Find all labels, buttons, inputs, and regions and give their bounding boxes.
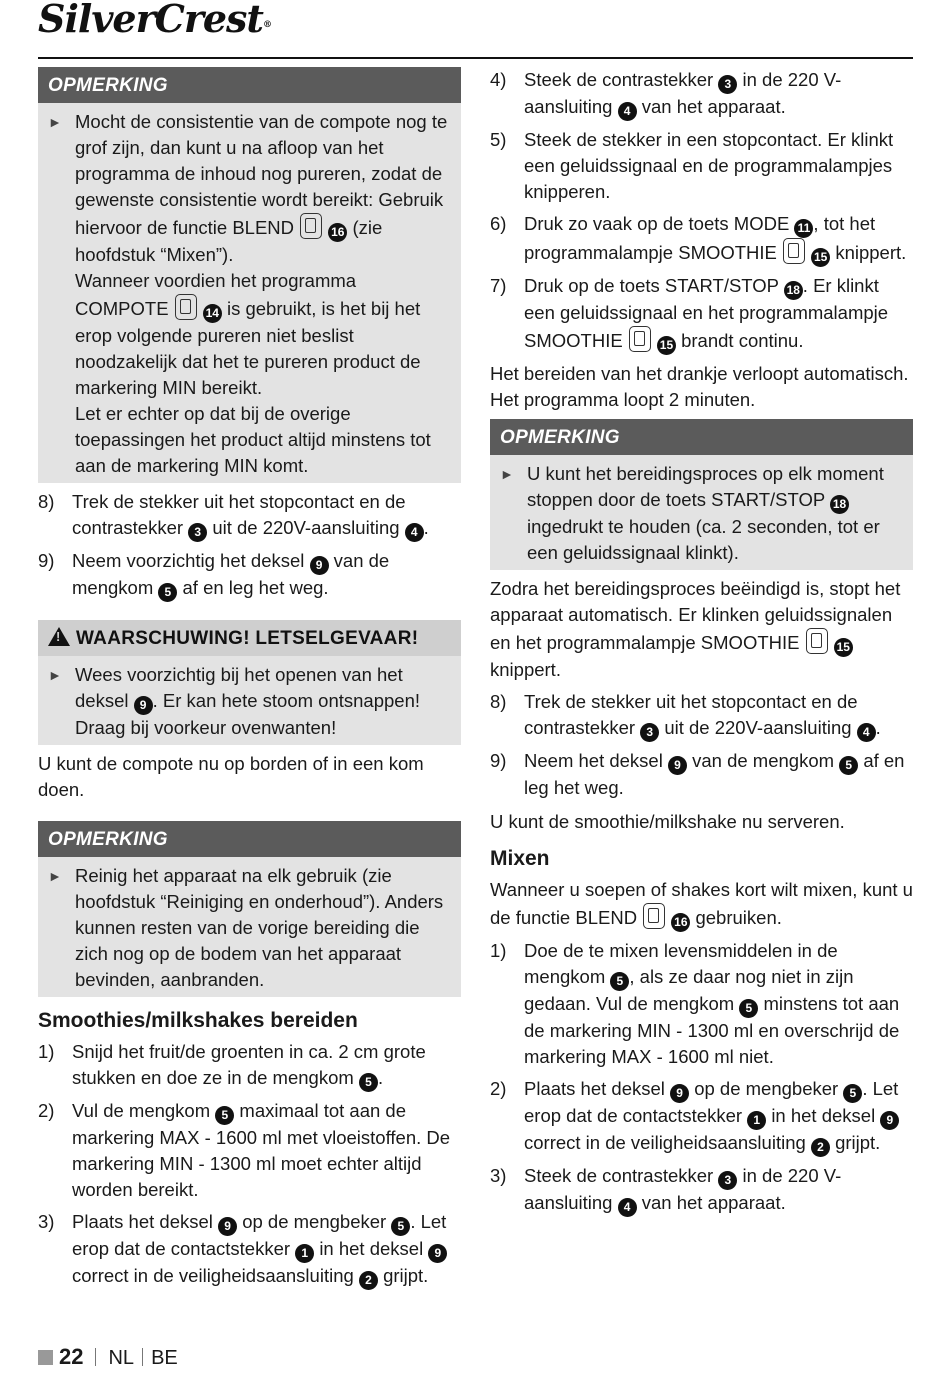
step-9-right	[490, 748, 913, 801]
note-heading: OPMERKING	[38, 821, 461, 857]
callout-15: 15	[834, 638, 853, 657]
callout-9: 9	[880, 1111, 899, 1130]
warning-triangle-icon	[48, 627, 70, 646]
text-segment: 8)	[490, 691, 507, 712]
lang-nl: NL	[108, 1347, 135, 1369]
callout-5: 5	[391, 1217, 410, 1236]
text-segment: Druk op de toets START/STOP	[524, 275, 779, 296]
callout-9: 9	[218, 1217, 237, 1236]
header-rule	[38, 57, 913, 59]
text-segment: 2)	[490, 1078, 507, 1099]
callout-3: 3	[718, 75, 737, 94]
callout-9: 9	[668, 756, 687, 775]
callout-9: 9	[670, 1084, 689, 1103]
callout-4: 4	[618, 102, 637, 121]
section-heading-smoothies: Smoothies/milkshakes bereiden	[38, 1009, 358, 1032]
callout-9: 9	[134, 696, 153, 715]
callout-4: 4	[405, 523, 424, 542]
callout-5: 5	[739, 999, 758, 1018]
text-segment: in de 220 V-aansluiting	[524, 1165, 842, 1213]
callout-18: 18	[830, 495, 849, 514]
text-segment: Plaats het deksel	[72, 1211, 213, 1232]
text-segment: van het apparaat.	[641, 1192, 786, 1213]
text-segment: brandt continu.	[681, 330, 804, 351]
callout-5: 5	[158, 583, 177, 602]
text-segment: .	[377, 1067, 384, 1088]
left-column	[38, 67, 461, 1296]
step-1	[38, 1039, 461, 1092]
compote-program-icon	[175, 294, 197, 320]
text-segment: Reinig het apparaat na elk gebruik (zie hoofdstuk “Reiniging en onderhoud”). Anders kunnen resten van de vorige bereiding die zich nog op de bodem van het apparaat bevinden, aanbranden.	[75, 865, 444, 990]
lang-be: BE	[151, 1347, 178, 1369]
callout-18: 18	[784, 281, 803, 300]
smoothie-program-icon	[629, 326, 651, 352]
text-segment: ingedrukt te houden (ca. 2 seconden, tot er een geluidssignaal klinkt).	[527, 516, 880, 563]
callout-11: 11	[794, 219, 813, 238]
step-5	[490, 127, 913, 205]
arrow-bullet-icon: ►	[48, 114, 62, 130]
note-box-stop	[490, 419, 913, 570]
step-2	[38, 1098, 461, 1203]
text-segment: uit de 220V-aansluiting	[664, 717, 852, 738]
step-9-left	[38, 548, 461, 602]
serve-smoothie-text: U kunt de smoothie/milkshake nu serveren.	[490, 811, 845, 832]
footer-square-icon	[38, 1350, 53, 1365]
mix-intro	[490, 877, 913, 932]
mix-step-3	[490, 1163, 913, 1217]
callout-15: 15	[657, 336, 676, 355]
text-segment: Neem het deksel	[524, 750, 663, 771]
brand-logo	[38, 0, 271, 41]
text-segment: op de mengbeker	[242, 1211, 387, 1232]
text-segment: op de mengbeker	[694, 1078, 839, 1099]
text-segment: Snijd het fruit/de groenten in ca. 2 cm grote stukken en doe ze in de mengkom	[72, 1041, 426, 1088]
callout-2: 2	[811, 1138, 830, 1157]
warning-box	[38, 620, 461, 745]
text-segment: . Let erop dat de contactstekker	[524, 1078, 899, 1126]
text-segment: Doe de te mixen levensmiddelen in de mengkom	[524, 940, 838, 987]
text-segment: van de mengkom	[72, 550, 390, 598]
text-segment: in de 220 V-aansluiting	[524, 69, 842, 117]
callout-5: 5	[610, 972, 629, 991]
text-segment: 1)	[490, 940, 507, 961]
text-segment: Wanneer voordien het programma COMPOTE	[75, 270, 357, 319]
callout-14: 14	[203, 304, 222, 323]
text-segment: grijpt.	[383, 1265, 429, 1286]
text-segment: . Er klinkt een geluidssignaal en het programmalampje SMOOTHIE	[524, 275, 889, 351]
callout-3: 3	[188, 523, 207, 542]
note-box-compote	[38, 67, 461, 483]
callout-1: 1	[295, 1244, 314, 1263]
text-segment: 6)	[490, 213, 507, 234]
callout-16: 16	[328, 223, 347, 242]
text-segment: Zodra het bereidingsproces beëindigd is, stopt het apparaat automatisch. Er klinken geluidssignalen en het programmalampje SMOOTHIE	[490, 578, 901, 653]
text-segment: knippert.	[490, 659, 561, 680]
text-segment: ®	[262, 20, 271, 30]
text-segment: van het apparaat.	[641, 96, 786, 117]
callout-4: 4	[857, 723, 876, 742]
text-segment: 3)	[38, 1211, 55, 1232]
callout-9: 9	[428, 1244, 447, 1263]
text-segment: knippert.	[835, 242, 907, 263]
text-segment: . Er kan hete stoom ontsnappen! Draag bij voorkeur ovenwanten!	[75, 690, 421, 738]
callout-5: 5	[843, 1084, 862, 1103]
callout-3: 3	[640, 723, 659, 742]
arrow-bullet-icon: ►	[48, 868, 62, 884]
text-segment: 9)	[490, 750, 507, 771]
note-bullet	[48, 109, 451, 479]
text-segment: .	[423, 517, 429, 538]
auto-text: Het bereiden van het drankje verloopt automatisch. Het programma loopt 2 minuten.	[490, 363, 909, 410]
text-segment: Steek de contrastekker	[524, 1165, 714, 1186]
page-number: 22	[59, 1344, 84, 1369]
text-segment: Wees voorzichtig bij het openen van het deksel	[75, 664, 403, 711]
serve-compote-text: U kunt de compote nu op borden of in een kom doen.	[38, 753, 424, 800]
callout-5: 5	[839, 756, 858, 775]
text-segment: maximaal tot aan de markering MAX - 1600 ml met vloeistoffen. De markering MIN - 1300 ml moet echter altijd worden bereikt.	[72, 1100, 451, 1200]
arrow-bullet-icon: ►	[48, 667, 62, 683]
step-3	[38, 1209, 461, 1290]
text-segment: (zie hoofdstuk “Mixen”).	[75, 217, 383, 265]
text-segment: Mocht de consistentie van de compote nog te grof zijn, dan kunt u na afloop van het programma de inhoud nog pureren, zodat de gewenste consistentie wordt bereikt: Gebruik hiervoor de functie BLEND	[75, 111, 448, 238]
callout-5: 5	[215, 1106, 234, 1125]
text-segment: Trek de stekker uit het stopcontact en de contrastekker	[524, 691, 858, 738]
text-segment: 1)	[38, 1041, 55, 1062]
text-segment: SilverCrest	[38, 0, 263, 41]
done-text	[490, 576, 913, 683]
text-segment: gebruiken.	[695, 907, 782, 928]
smoothie-program-icon	[806, 628, 828, 654]
text-segment: in het deksel	[319, 1238, 424, 1259]
text-segment: 4)	[490, 69, 507, 90]
text-segment: 5)	[490, 129, 507, 150]
page-footer	[38, 1343, 178, 1372]
mix-step-1	[490, 938, 913, 1070]
text-segment: af en leg het weg.	[182, 577, 329, 598]
blend-program-icon	[643, 903, 665, 929]
text-segment: grijpt.	[835, 1132, 881, 1153]
text-segment: 2)	[38, 1100, 55, 1121]
text-segment: 3)	[490, 1165, 507, 1186]
text-segment: correct in de veiligheidsaansluiting	[524, 1132, 806, 1153]
section-heading-mixen: Mixen	[490, 847, 550, 870]
callout-5: 5	[359, 1073, 378, 1092]
note-heading: OPMERKING	[490, 419, 913, 455]
text-segment: 7)	[490, 275, 507, 296]
callout-4: 4	[618, 1198, 637, 1217]
step-6	[490, 211, 913, 267]
note-heading: OPMERKING	[38, 67, 461, 103]
right-column	[490, 67, 913, 1223]
callout-3: 3	[718, 1171, 737, 1190]
warning-heading	[38, 620, 461, 656]
text-segment: uit de 220V-aansluiting	[212, 517, 400, 538]
text-segment: is gebruikt, is het bij het erop volgende pureren niet beslist noodzakelijk dat het te pureren product de markering MIN bereikt.	[75, 298, 421, 398]
text-segment: U kunt het bereidingsproces op elk moment stoppen door de toets START/STOP	[527, 463, 884, 510]
text-segment: Vul de mengkom	[72, 1100, 211, 1121]
text-segment: af en leg het weg.	[524, 750, 905, 798]
text-segment: Steek de contrastekker	[524, 69, 714, 90]
text-segment: , als ze daar nog niet in zijn gedaan. Vul de mengkom	[524, 966, 854, 1014]
text-segment: , tot het programmalampje SMOOTHIE	[524, 213, 876, 263]
text-segment: Trek de stekker uit het stopcontact en de contrastekker	[72, 491, 406, 538]
text-segment: Wanneer u soepen of shakes kort wilt mixen, kunt u de functie BLEND	[490, 879, 913, 928]
text-segment: van de mengkom	[692, 750, 835, 771]
callout-2: 2	[359, 1271, 378, 1290]
text-segment: 9)	[38, 550, 55, 571]
step-7	[490, 273, 913, 355]
smoothie-program-icon	[783, 238, 805, 264]
text-segment: minstens tot aan de markering MIN - 1300 ml en overschrijd de markering MAX - 1600 ml niet.	[524, 993, 900, 1067]
callout-15: 15	[811, 248, 830, 267]
step-8-left	[38, 489, 461, 542]
text-segment: .	[875, 717, 881, 738]
callout-1: 1	[747, 1111, 766, 1130]
text-segment: Druk zo vaak op de toets MODE	[524, 213, 790, 234]
mix-step-2	[490, 1076, 913, 1157]
text-segment: Plaats het deksel	[524, 1078, 665, 1099]
text-segment: Neem voorzichtig het deksel	[72, 550, 305, 571]
step-4	[490, 67, 913, 121]
step-8-right	[490, 689, 913, 742]
text-segment: 8)	[38, 491, 55, 512]
text-segment: in het deksel	[771, 1105, 876, 1126]
callout-16: 16	[671, 913, 690, 932]
text-segment: . Let erop dat de contactstekker	[72, 1211, 447, 1259]
blend-program-icon	[300, 213, 322, 239]
text-segment: correct in de veiligheidsaansluiting	[72, 1265, 354, 1286]
callout-9: 9	[310, 556, 329, 575]
text-segment: WAARSCHUWING! LETSELGEVAAR!	[76, 628, 419, 649]
note-box-cleaning	[38, 821, 461, 997]
text-segment: Steek de stekker in een stopcontact. Er klinkt een geluidssignaal en de programmalampjes knipperen.	[524, 129, 894, 202]
arrow-bullet-icon: ►	[500, 466, 514, 482]
text-segment: Let er echter op dat bij de overige toepassingen het product altijd minstens tot aan de markering MIN komt.	[75, 403, 431, 476]
